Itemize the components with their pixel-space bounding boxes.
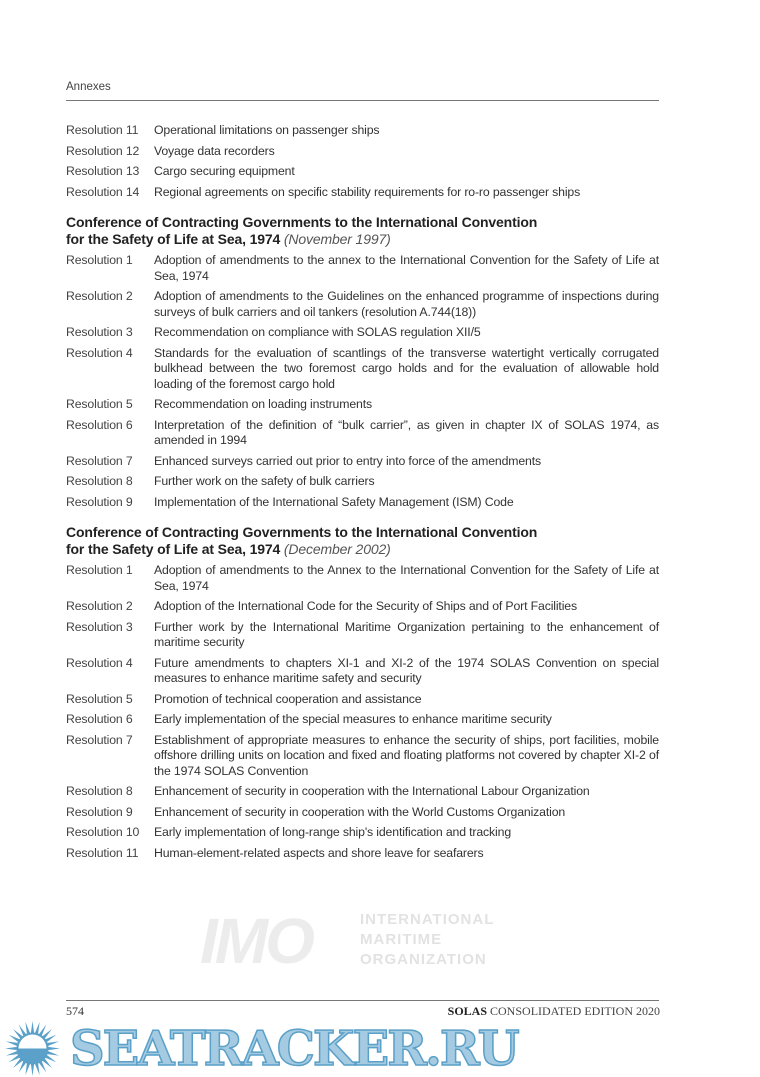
resolution-entry <box>66 164 659 180</box>
resolution-text: Further work by the International Maritime Organization pertaining to the enhancement of maritime security <box>154 619 659 649</box>
footer-title <box>448 1004 660 1018</box>
resolution-list-1997 <box>66 253 659 510</box>
resolution-text: Enhanced surveys carried out prior to entry into force of the amendments <box>154 453 542 468</box>
resolution-entry <box>66 474 659 490</box>
resolution-entry <box>66 185 659 201</box>
resolution-label: Resolution 1 <box>66 253 133 267</box>
resolution-label: Resolution 2 <box>66 599 133 613</box>
resolution-label: Resolution 10 <box>66 825 140 839</box>
resolution-text: Cargo securing equipment <box>154 164 295 178</box>
resolution-entry <box>66 846 659 862</box>
seatracker-watermark: SEATRACKER.RU <box>70 1021 518 1077</box>
footer-title-bold: SOLAS <box>447 1004 488 1018</box>
section-heading-1997 <box>66 214 659 248</box>
resolution-text: Recommendation on compliance with SOLAS regulation XII/5 <box>154 325 481 339</box>
resolution-label: Resolution 2 <box>66 289 133 303</box>
resolution-entry <box>66 289 659 320</box>
resolution-text: Early implementation of long-range ship's identification and tracking <box>154 825 512 839</box>
heading-line: for the Safety of Life at Sea, 1974 <box>66 541 281 557</box>
resolution-label: Resolution 4 <box>66 655 133 670</box>
resolution-entry <box>66 123 659 139</box>
resolution-entry <box>66 599 659 615</box>
resolution-entry <box>66 692 659 708</box>
resolution-text: Adoption of the International Code for the Security of Ships and of Port Facilities <box>154 599 577 613</box>
section-heading-2002 <box>66 524 659 558</box>
resolution-list-1 <box>66 123 659 200</box>
running-header: Annexes <box>66 81 111 93</box>
resolution-label: Resolution 7 <box>66 453 133 468</box>
resolution-label: Resolution 4 <box>66 345 133 360</box>
footer-title-rest: CONSOLIDATED EDITION 2020 <box>487 1004 660 1018</box>
imo-watermark-line: MARITIME <box>360 931 443 948</box>
resolution-entry <box>66 346 659 393</box>
resolution-label: Resolution 14 <box>66 184 140 199</box>
resolution-text: Enhancement of security in cooperation with the World Customs Organization <box>154 804 566 819</box>
sun-watermark-icon <box>5 1021 60 1076</box>
resolution-text: Adoption of amendments to the Guidelines on the enhanced programme of inspections during surveys of bulk carriers and oil tankers (resolution A.744(18)) <box>154 289 659 319</box>
resolution-label: Resolution 3 <box>66 325 133 339</box>
resolution-text: Adoption of amendments to the Annex to the International Convention for the Safety of Life at Sea, 1974 <box>154 563 659 593</box>
imo-watermark-logo: IMO <box>200 905 312 977</box>
resolution-entry <box>66 454 659 470</box>
header-rule <box>66 100 659 101</box>
resolution-label: Resolution 9 <box>66 494 133 509</box>
resolution-text: Standards for the evaluation of scantlings of the transverse watertight vertically corrugated bulkhead between the two foremost cargo holds and for the evaluation of allowable hold loading of the foremost cargo hold <box>154 345 659 391</box>
resolution-entry <box>66 733 659 780</box>
resolution-text: Future amendments to chapters XI-1 and XI-2 of the 1974 SOLAS Convention on special measures to enhance maritime safety and security <box>154 655 659 685</box>
resolution-label: Resolution 3 <box>66 619 133 634</box>
resolution-label: Resolution 8 <box>66 784 133 798</box>
resolution-text: Recommendation on loading instruments <box>154 397 372 411</box>
imo-watermark-line: INTERNATIONAL <box>360 911 495 928</box>
resolution-label: Resolution 7 <box>66 732 133 747</box>
resolution-entry <box>66 495 659 511</box>
resolution-entry <box>66 784 659 800</box>
heading-line: for the Safety of Life at Sea, 1974 <box>66 231 281 247</box>
resolution-label: Resolution 5 <box>66 397 133 411</box>
page-number: 574 <box>66 1004 84 1018</box>
resolution-entry <box>66 825 659 841</box>
resolution-label: Resolution 13 <box>66 164 140 178</box>
resolution-label: Resolution 11 <box>66 845 139 860</box>
resolution-text: Enhancement of security in cooperation with the International Labour Organization <box>154 784 590 798</box>
resolution-text: Regional agreements on specific stability requirements for ro-ro passenger ships <box>154 184 581 199</box>
resolution-text: Human-element-related aspects and shore leave for seafarers <box>154 845 484 860</box>
resolution-text: Implementation of the International Safety Management (ISM) Code <box>154 494 514 509</box>
heading-line: Conference of Contracting Governments to the International Convention <box>66 524 538 540</box>
resolution-text: Adoption of amendments to the annex to the International Convention for the Safety of Life at Sea, 1974 <box>154 253 659 283</box>
resolution-label: Resolution 6 <box>66 712 133 726</box>
resolution-entry <box>66 325 659 341</box>
resolution-entry <box>66 144 659 160</box>
resolution-entry <box>66 712 659 728</box>
resolution-label: Resolution 9 <box>66 804 133 819</box>
resolution-label: Resolution 11 <box>66 123 139 137</box>
resolution-text: Voyage data recorders <box>154 143 275 158</box>
resolution-label: Resolution 1 <box>66 563 133 577</box>
resolution-entry <box>66 253 659 284</box>
resolution-entry <box>66 805 659 821</box>
resolution-entry <box>66 563 659 594</box>
resolution-text: Operational limitations on passenger ships <box>154 123 380 137</box>
imo-watermark-text <box>360 910 494 970</box>
resolution-text: Interpretation of the definition of “bulk carrier”, as given in chapter IX of SOLAS 1974, as amended in 1994 <box>154 417 659 447</box>
resolution-label: Resolution 8 <box>66 474 133 488</box>
resolution-entry <box>66 620 659 651</box>
resolution-list-2002 <box>66 563 659 861</box>
resolution-content <box>66 123 659 866</box>
resolution-entry <box>66 418 659 449</box>
resolution-entry <box>66 397 659 413</box>
footer-rule <box>66 1000 659 1001</box>
resolution-entry <box>66 656 659 687</box>
resolution-text: Establishment of appropriate measures to enhance the security of ships, port facilities, mobile offshore drilling units on location and fixed and floating platforms not covered by chapter XI-2 of the 1974 SOLAS Convention <box>154 732 659 778</box>
resolution-label: Resolution 12 <box>66 143 140 158</box>
resolution-label: Resolution 6 <box>66 417 133 432</box>
resolution-text: Early implementation of the special measures to enhance maritime security <box>154 712 552 726</box>
resolution-text: Promotion of technical cooperation and assistance <box>154 691 422 706</box>
resolution-label: Resolution 5 <box>66 691 133 706</box>
heading-date: (November 1997) <box>283 231 391 247</box>
heading-line: Conference of Contracting Governments to the International Convention <box>66 214 538 230</box>
heading-date: (December 2002) <box>283 541 391 557</box>
imo-watermark-line: ORGANIZATION <box>360 951 487 968</box>
resolution-text: Further work on the safety of bulk carriers <box>154 474 375 488</box>
